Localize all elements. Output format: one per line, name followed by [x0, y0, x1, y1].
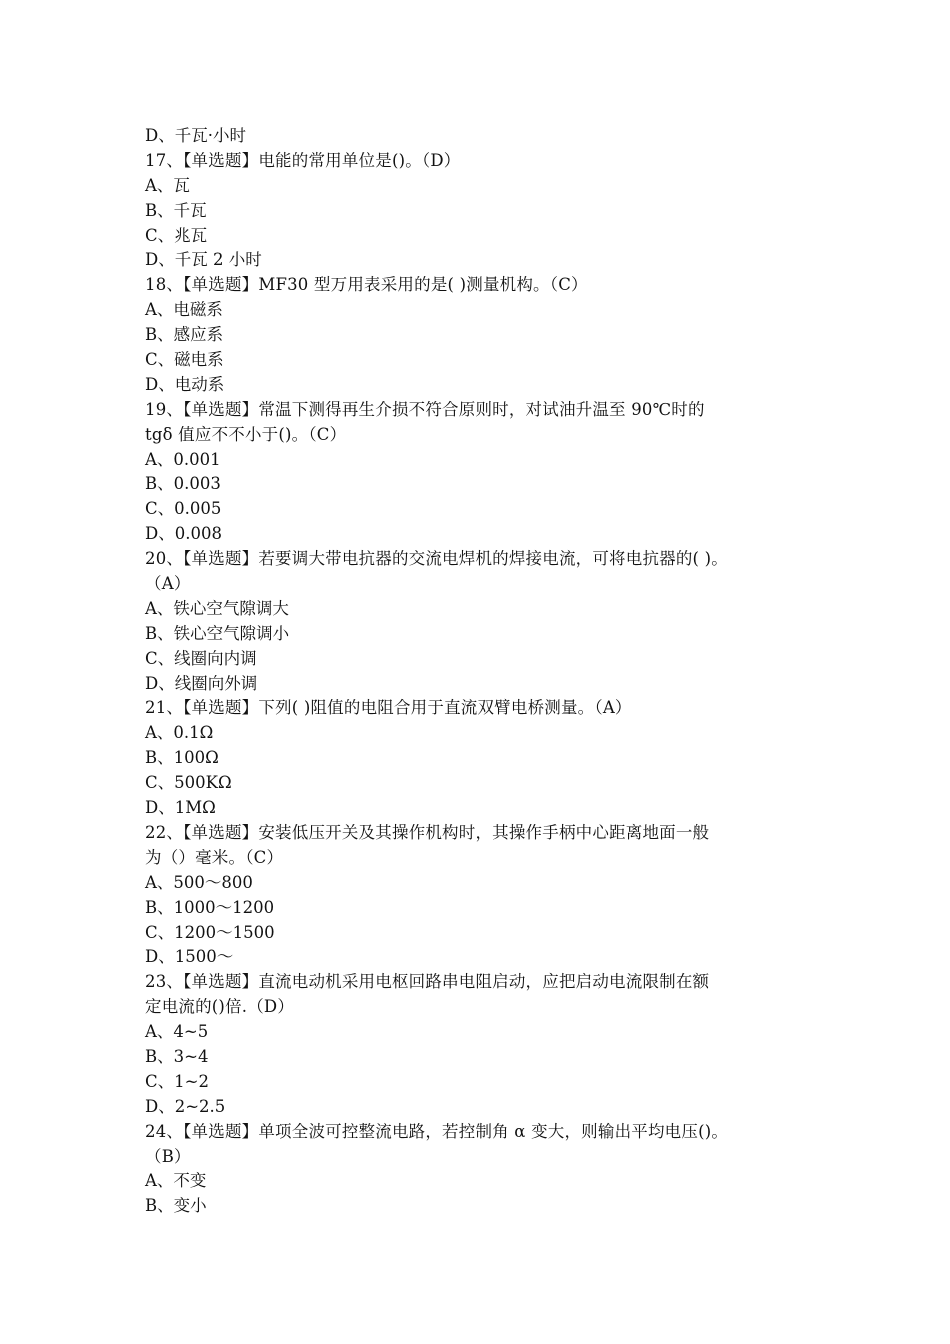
option-text: D、1500～	[145, 947, 234, 967]
option-line	[145, 647, 825, 672]
option-text: D、0.008	[145, 524, 222, 544]
question-line	[145, 995, 825, 1020]
question-text: 18、【单选题】MF30 型万用表采用的是( )测量机构。（C）	[145, 275, 588, 295]
question-text: 19、【单选题】常温下测得再生介损不符合原则时，对试油升温至 90℃时的	[145, 399, 705, 419]
document-page	[145, 124, 825, 1219]
option-text: D、线圈向外调	[145, 673, 258, 693]
question-line	[145, 423, 825, 448]
option-text: D、2~2.5	[145, 1096, 226, 1116]
question-text: 20、【单选题】若要调大带电抗器的交流电焊机的焊接电流，可将电抗器的( )。	[145, 549, 728, 569]
question-line	[145, 547, 825, 572]
question-line	[145, 1145, 825, 1170]
option-line	[145, 597, 825, 622]
document-body	[145, 124, 825, 1219]
option-line	[145, 1020, 825, 1045]
option-text: A、铁心空气隙调大	[145, 598, 289, 618]
option-line	[145, 721, 825, 746]
option-text: C、500KΩ	[145, 773, 232, 793]
option-line	[145, 497, 825, 522]
option-text: A、瓦	[145, 175, 190, 195]
option-line	[145, 124, 825, 149]
option-text: D、电动系	[145, 374, 225, 394]
question-line	[145, 1120, 825, 1145]
option-text: A、不变	[145, 1171, 207, 1191]
option-text: C、1~2	[145, 1071, 209, 1091]
question-line	[145, 696, 825, 721]
option-text: A、0.001	[145, 449, 221, 469]
question-line	[145, 846, 825, 871]
option-line	[145, 323, 825, 348]
option-line	[145, 448, 825, 473]
option-line	[145, 1095, 825, 1120]
option-line	[145, 224, 825, 249]
option-text: C、0.005	[145, 499, 222, 519]
question-text: 24、【单选题】单项全波可控整流电路，若控制角 α 变大，则输出平均电压()。	[145, 1121, 729, 1141]
question-line	[145, 572, 825, 597]
option-text: C、兆瓦	[145, 225, 208, 245]
question-text: 22、【单选题】安装低压开关及其操作机构时，其操作手柄中心距离地面一般	[145, 822, 710, 842]
question-line	[145, 970, 825, 995]
question-text: 为（）毫米。（C）	[145, 847, 284, 867]
option-text: D、1MΩ	[145, 798, 216, 818]
option-line	[145, 1070, 825, 1095]
option-text: B、100Ω	[145, 748, 219, 768]
option-line	[145, 746, 825, 771]
option-text: C、1200～1500	[145, 922, 275, 942]
option-text: D、千瓦·小时	[145, 126, 246, 145]
option-line	[145, 622, 825, 647]
option-line	[145, 373, 825, 398]
option-text: B、0.003	[145, 474, 221, 494]
option-line	[145, 945, 825, 970]
option-line	[145, 348, 825, 373]
option-text: B、3~4	[145, 1046, 209, 1066]
option-text: A、500～800	[145, 872, 253, 892]
option-line	[145, 298, 825, 323]
question-text: （B）	[145, 1146, 191, 1166]
option-line	[145, 199, 825, 224]
option-line	[145, 248, 825, 273]
option-line	[145, 796, 825, 821]
question-text: （A）	[145, 574, 191, 594]
option-line	[145, 672, 825, 697]
option-text: A、电磁系	[145, 300, 223, 320]
option-text: D、千瓦 2 小时	[145, 250, 262, 270]
option-text: A、4~5	[145, 1022, 209, 1042]
option-line	[145, 871, 825, 896]
option-text: B、变小	[145, 1196, 207, 1216]
question-text: 21、【单选题】下列( )阻值的电阻合用于直流双臂电桥测量。（A）	[145, 698, 632, 718]
option-line	[145, 174, 825, 199]
question-line	[145, 398, 825, 423]
question-text: tgδ 值应不不小于()。（C）	[145, 424, 347, 444]
question-line	[145, 273, 825, 298]
option-line	[145, 472, 825, 497]
option-text: B、铁心空气隙调小	[145, 623, 290, 643]
question-text: 17、【单选题】电能的常用单位是()。（D）	[145, 150, 461, 170]
option-line	[145, 1169, 825, 1194]
option-text: C、磁电系	[145, 350, 224, 370]
question-text: 定电流的()倍.（D）	[145, 997, 295, 1017]
option-text: C、线圈向内调	[145, 648, 257, 668]
option-line	[145, 921, 825, 946]
option-text: B、感应系	[145, 325, 224, 345]
option-line	[145, 896, 825, 921]
option-line	[145, 1194, 825, 1219]
question-line	[145, 149, 825, 174]
option-text: B、1000～1200	[145, 897, 275, 917]
option-line	[145, 522, 825, 547]
option-text: A、0.1Ω	[145, 723, 214, 743]
option-text: B、千瓦	[145, 200, 207, 220]
option-line	[145, 771, 825, 796]
question-line	[145, 821, 825, 846]
question-text: 23、【单选题】直流电动机采用电枢回路串电阻启动，应把启动电流限制在额	[145, 972, 710, 992]
option-line	[145, 1045, 825, 1070]
